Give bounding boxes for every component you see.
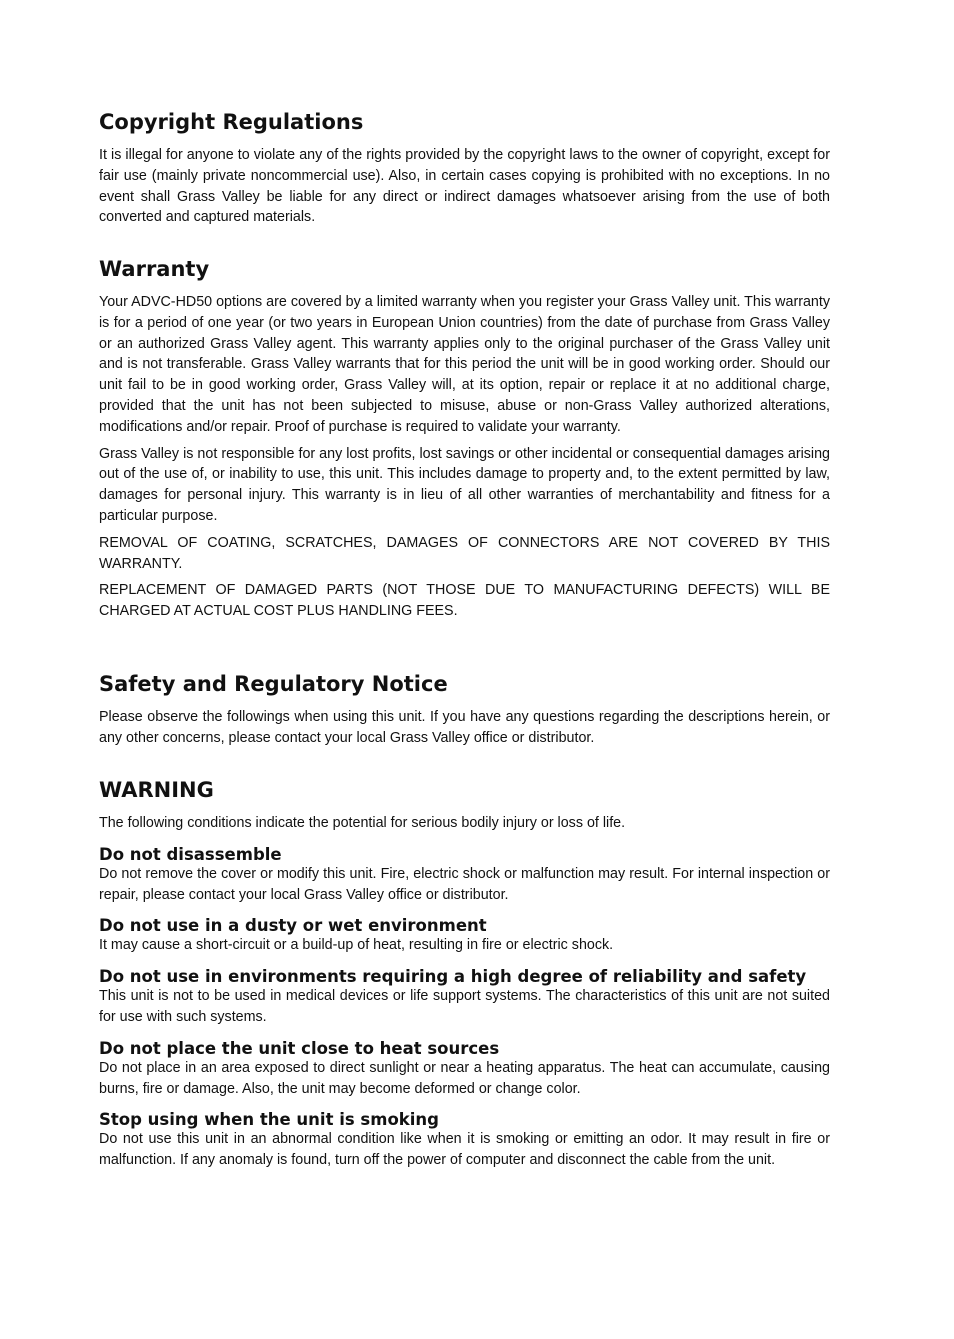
warning-item <box>99 1110 830 1171</box>
warranty-paragraph-1: Your ADVC-HD50 options are covered by a limited warranty when you register your Grass Valley unit. This warranty is for a period of one year (or two years in European Union countries) from the date of purchase from Grass Valley or an authorized Grass Valley agent. This warranty applies only to the original purchaser of the Grass Valley unit and is not transferable. Grass Valley warrants that for this period the unit will be in good working order. Should our unit fail to be in good working order, Grass Valley will, at its option, repair or replace it at no additional charge, provided that the unit has not been subjected to misuse, abuse or non-Grass Valley authorized alterations, modifications and/or repair. Proof of purchase is required to validate your warranty. <box>99 294 830 435</box>
warranty-paragraph-2: Grass Valley is not responsible for any lost profits, lost savings or other incidental or consequential damages arising out of the use of, or inability to use, this unit. This includes damage to property and, to the extent permitted by law, damages for personal injury. This warranty is in lieu of all other warranties of merchantability and fitness for a particular purpose. <box>99 445 830 524</box>
warning-item <box>99 845 830 906</box>
warning-item-heading: Do not use in a dusty or wet environment <box>99 916 487 936</box>
copyright-heading: Copyright Regulations <box>99 110 364 134</box>
warning-item-text: Do not remove the cover or modify this unit. Fire, electric shock or malfunction may result. For internal inspection or repair, please contact your local Grass Valley office or distributor. <box>99 865 830 903</box>
warning-item-text: It may cause a short-circuit or a build-up of heat, resulting in fire or electric shock. <box>99 937 614 954</box>
warning-item-heading: Stop using when the unit is smoking <box>99 1110 439 1130</box>
warning-item-heading: Do not use in environments requiring a high degree of reliability and safety <box>99 967 807 987</box>
safety-heading: Safety and Regulatory Notice <box>99 672 448 696</box>
copyright-section <box>99 107 830 228</box>
safety-body: Please observe the followings when using this unit. If you have any questions regarding the descriptions herein, or any other concerns, please contact your local Grass Valley office or distributor. <box>99 709 830 746</box>
warranty-heading: Warranty <box>99 257 210 281</box>
warning-item <box>99 916 830 956</box>
warranty-paragraph-4: REPLACEMENT OF DAMAGED PARTS (NOT THOSE DUE TO MANUFACTURING DEFECTS) WILL BE CHARGED AT ACTUAL COST PLUS HANDLING FEES. <box>99 582 830 620</box>
copyright-body: It is illegal for anyone to violate any of the rights provided by the copyright laws to the owner of copyright, except for fair use (mainly private noncommercial use). Also, in certain cases copying is prohibited with no exceptions. In no event shall Grass Valley be liable for any direct or indirect damages whatsoever arising from the use of both converted and captured materials. <box>99 147 830 226</box>
warning-item-text: This unit is not to be used in medical devices or life support systems. The characteristics of this unit are not suited for use with such systems. <box>99 988 830 1025</box>
warranty-section <box>99 254 830 622</box>
warning-item <box>99 1039 830 1100</box>
warning-intro: The following conditions indicate the potential for serious bodily injury or loss of life. <box>99 815 626 831</box>
warning-item-text: Do not use this unit in an abnormal condition like when it is smoking or emitting an odor. It may result in fire or malfunction. If any anomaly is found, turn off the power of computer and disconnect the cable from the unit. <box>99 1131 830 1169</box>
warning-heading: WARNING <box>99 778 214 802</box>
warning-item <box>99 967 830 1028</box>
warranty-paragraph-3: REMOVAL OF COATING, SCRATCHES, DAMAGES OF CONNECTORS ARE NOT COVERED BY THIS WARRANTY. <box>99 534 830 572</box>
safety-section <box>99 669 830 749</box>
warning-item-heading: Do not disassemble <box>99 844 282 864</box>
warning-item-text: Do not place in an area exposed to direct sunlight or near a heating apparatus. The heat can accumulate, causing burns, fire or damage. Also, the unit may become deformed or change color. <box>99 1059 830 1097</box>
warning-item-heading: Do not place the unit close to heat sources <box>99 1038 500 1058</box>
warning-section <box>99 775 830 1171</box>
